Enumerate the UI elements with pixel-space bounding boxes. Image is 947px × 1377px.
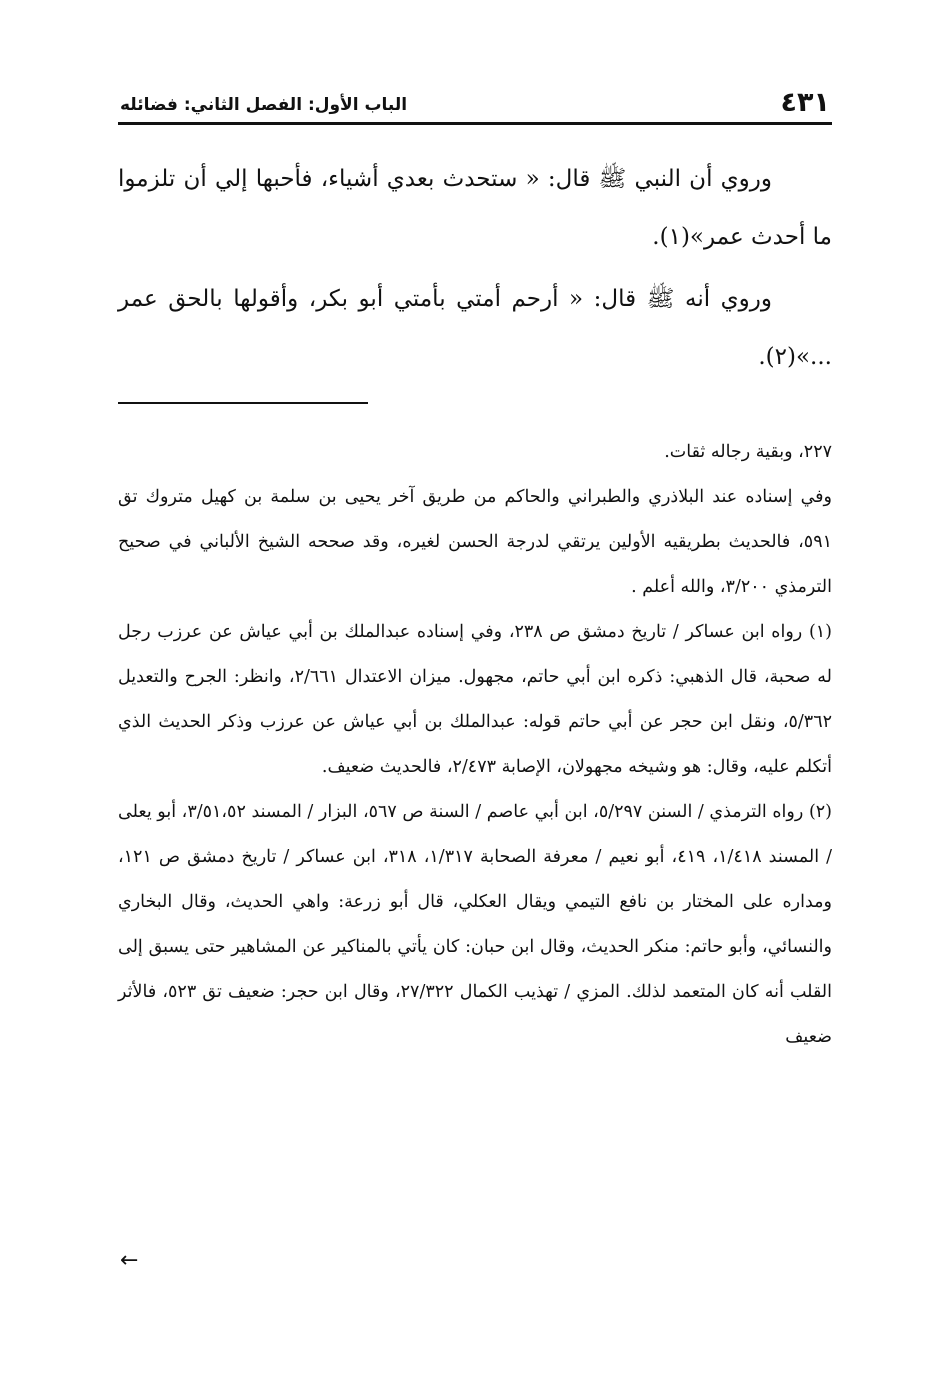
footnote-continuation: وفي إسناده عند البلاذري والطبراني والحاكم من طريق آخر يحيى بن سلمة بن كهيل متروك تق ٥٩١، فالحديث بطريقيه الأولين يرتقي لدرجة الحسن لغيره، وقد صححه الشيخ الألباني في صحيح الترمذي ٣/٢٠٠، والله أعلم . — [118, 487, 832, 597]
footnotes — [118, 430, 832, 1060]
main-text — [118, 150, 832, 390]
footnote-1 — [118, 610, 832, 790]
page-number: ٤٣١ — [780, 87, 830, 118]
footnote-2 — [118, 790, 832, 1060]
footnote-number: (١) — [808, 622, 832, 642]
running-title: الباب الأول: الفصل الثاني: فضائله — [120, 95, 408, 115]
page-header — [118, 88, 832, 125]
footnote-number: (٢) — [808, 802, 832, 822]
body-paragraph: وروي أنه ﷺ قال: « أرحم أمتي بأمتي أبو بكر، وأقولها بالحق عمر ...»(٢). — [118, 286, 832, 370]
body-paragraph: وروي أن النبي ﷺ قال: « ستحدث بعدي أشياء، فأحبها إلي أن تلزموا ما أحدث عمر»(١). — [118, 166, 832, 250]
book-page — [118, 0, 832, 1377]
footnote-continuation: ٢٢٧، وبقية رجاله ثقات. — [664, 442, 832, 462]
footnote-text: رواه الترمذي / السنن ٥/٢٩٧، ابن أبي عاصم / السنة ص ٥٦٧، البزار / المسند ٣/٥١،٥٢، أبو يعلى / المسند ١/٤١٨، ٤١٩، أبو نعيم / معرفة الصحابة ١/٣١٧، ٣١٨، ابن عساكر / تاريخ دمشق ص ١٢١، ومداره على المختار بن نافع التيمي ويقال العكلي، قال أبو زرعة: واهي الحديث، وقال البخاري والنسائي، وأبو حاتم: منكر الحديث، وقال ابن حبان: كان يأتي بالمناكير عن المشاهير حتى يسبق إلى القلب أنه كان المتعمد لذلك. المزي / تهذيب الكمال ٢٧/٣٢٢، وقال ابن حجر: ضعيف تق ٥٢٣، فالأثر ضعيف — [118, 802, 833, 1047]
continue-arrow-icon: ← — [120, 1248, 139, 1273]
footnote-separator — [118, 402, 368, 404]
footnote-text: رواه ابن عساكر / تاريخ دمشق ص ٢٣٨، وفي إسناده عبدالملك بن أبي عياش عن عرزب رجل له صحبة، قال الذهبي: ذكره ابن أبي حاتم، مجهول. ميزان الاعتدال ٢/٦٦١، وانظر: الجرح والتعديل ٥/٣٦٢، ونقل ابن حجر عن أبي حاتم قوله: عبدالملك بن أبي عياش عن عرزب وذكر الحديث الذي أتكلم عليه، وقال: هو وشيخه مجهولان، الإصابة ٢/٤٧٣، فالحديث ضعيف. — [118, 622, 832, 777]
